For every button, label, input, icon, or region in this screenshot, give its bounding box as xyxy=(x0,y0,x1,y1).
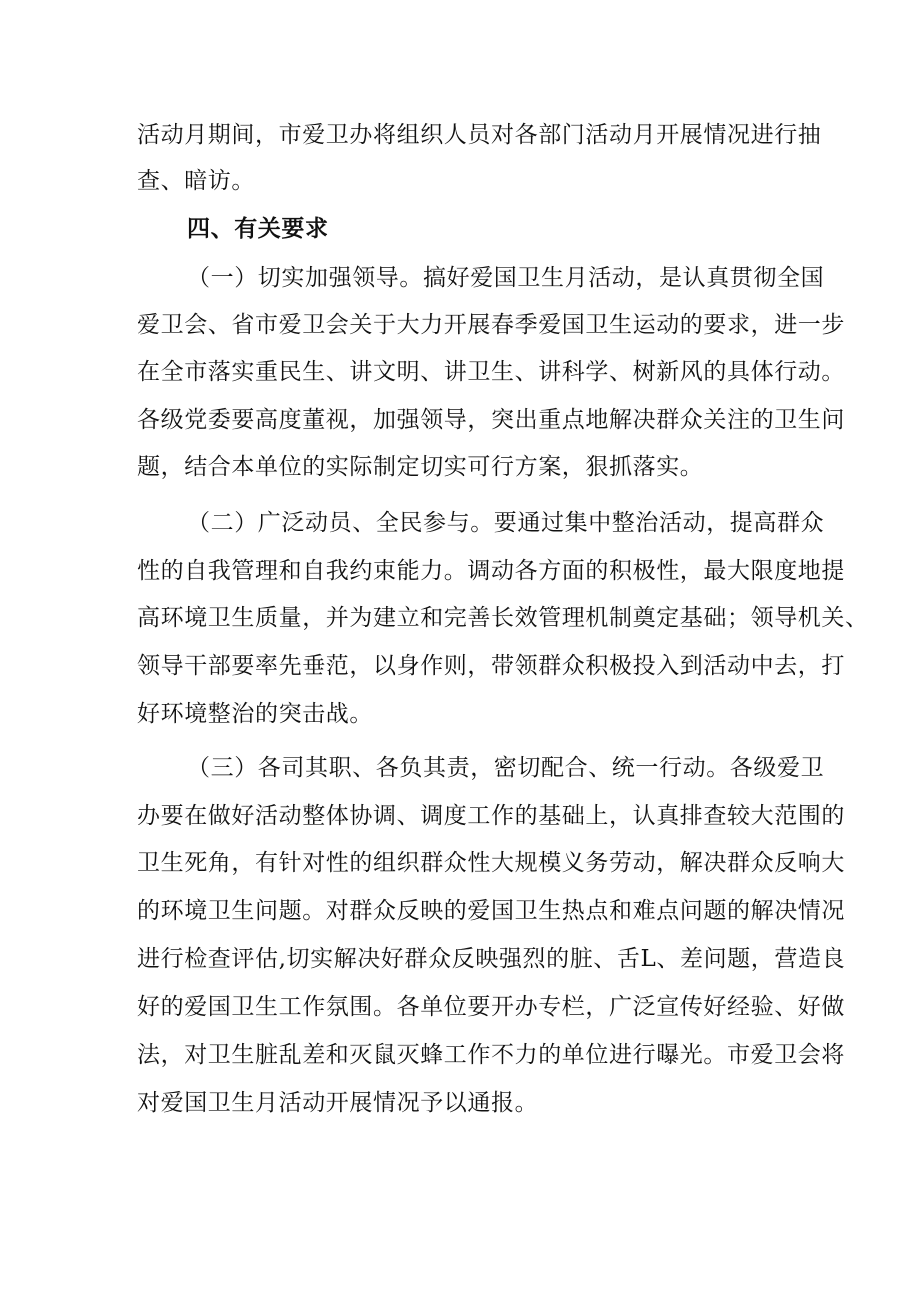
text-line-16: 卫生死角，有针对性的组织群众性大规模义务劳动，解决群众反响大 xyxy=(137,850,845,876)
text-line-17: 的环境卫生问题。对群众反映的爱国卫生热点和难点问题的解决情况 xyxy=(137,898,845,924)
text-line-7: 各级党委要高度董视，加强领导，突出重点地解决群众关注的卫生问 xyxy=(137,407,845,433)
text-line-14: （三）各司其职、各负其责，密切配合、统一行动。各级爱卫 xyxy=(187,755,825,781)
text-line-8: 题，结合本单位的实际制定切实可行方案，狠抓落实。 xyxy=(137,454,704,480)
text-line-18: 进行检查评估,切实解决好群众反映强烈的脏、舌L、差问题，营造良 xyxy=(137,946,846,972)
text-line-11: 高环境卫生质量，并为建立和完善长效管理机制奠定基础；领导机关、 xyxy=(137,605,869,631)
text-line-9: （二）广泛动员、全民参与。要通过集中整治活动，提高群众 xyxy=(187,510,825,536)
text-line-10: 性的自我管理和自我约束能力。调动各方面的积极性，最大限度地提 xyxy=(137,558,845,584)
text-line-13: 好环境整治的突击战。 xyxy=(137,701,373,727)
text-line-19: 好的爱国卫生工作氛围。各单位要开办专栏，广泛宣传好经验、好做 xyxy=(137,994,845,1020)
text-line-12: 领导干部要率先垂范，以身作则，带领群众积极投入到活动中去，打 xyxy=(137,653,845,679)
text-line-1: 活动月期间，市爱卫办将组织人员对各部门活动月开展情况进行抽 xyxy=(137,122,822,148)
text-line-20: 法，对卫生脏乱差和灭鼠灭蜂工作不力的单位进行曝光。市爱卫会将 xyxy=(137,1042,845,1068)
section-heading: 四、有关要求 xyxy=(187,216,329,242)
text-line-6: 在全市落实重民生、讲文明、讲卫生、讲科学、树新风的具体行动。 xyxy=(137,359,845,385)
text-line-5: 爱卫会、省市爱卫会关于大力开展春季爱国卫生运动的要求，进一步 xyxy=(137,312,845,338)
text-line-4: （一）切实加强领导。搞好爱国卫生月活动，是认真贯彻全国 xyxy=(187,265,825,291)
text-line-15: 办要在做好活动整体协调、调度工作的基础上，认真排查较大范围的 xyxy=(137,803,845,829)
text-line-2: 查、暗访。 xyxy=(137,168,255,194)
text-line-21: 对爱国卫生月活动开展情况予以通报。 xyxy=(137,1090,539,1116)
